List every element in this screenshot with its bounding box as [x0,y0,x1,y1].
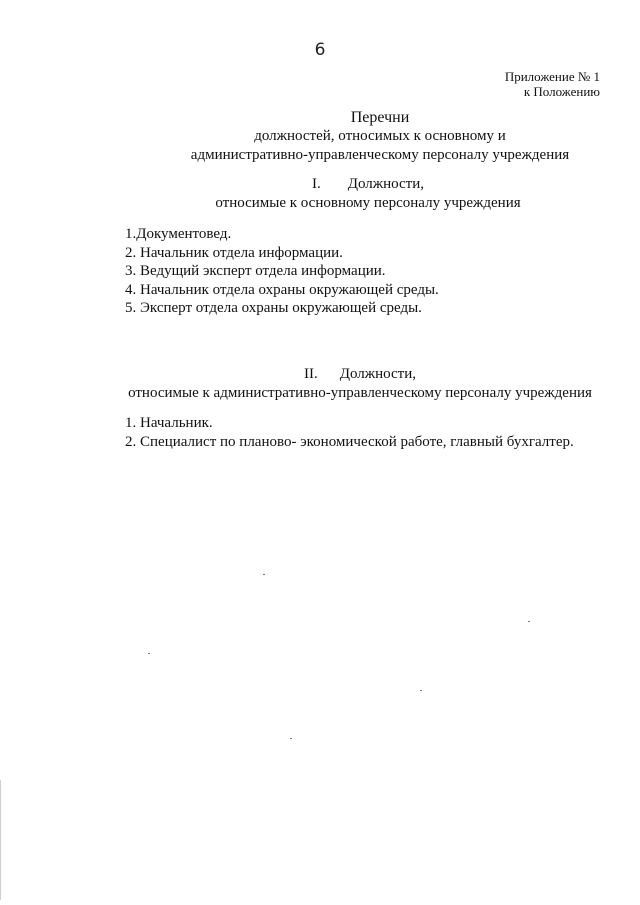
section-2-title-row [120,365,600,384]
list-item: 3. Ведущий эксперт отдела информации. [125,263,386,279]
scan-edge-line [0,780,1,900]
appendix-line-1: Приложение № 1 [504,69,600,84]
section-2-heading [120,365,600,403]
scan-speck [148,653,150,654]
list-item: 1.Документовед. [125,226,232,242]
list-item: 4. Начальник отдела охраны окружающей среды. [125,281,439,298]
title-line-3: административно-управленческому персоналу учреждения [190,147,570,163]
scan-speck [420,690,422,691]
page-number: 6 [314,40,326,60]
list-item: 2. Специалист по планово- экономической работе, главный бухгалтер. [125,433,574,450]
scan-speck [290,738,292,739]
appendix-line-2: к Положению [523,84,600,99]
title-main: Перечни [350,109,410,126]
section-2-list [125,414,574,451]
section-2-numeral: II. [303,366,318,382]
section-1-title: Должности, [347,176,425,192]
section-1-numeral: I. [311,176,321,192]
document-title [120,108,640,165]
appendix-reference [505,69,600,99]
section-1-list [125,225,439,318]
list-item: 2. Начальник отдела информации. [125,244,343,261]
section-1-title-row [200,175,536,194]
scan-speck [528,621,530,622]
scan-speck [263,574,265,575]
title-line-2: должностей, относимых к основному и [254,128,506,144]
section-1-subtitle: относимые к основному персоналу учреждения [215,195,521,211]
section-2-title: Должности, [339,366,417,382]
list-item: 1. Начальник. [125,415,213,431]
list-item: 5. Эксперт отдела охраны окружающей среды. [125,300,422,316]
section-2-subtitle: относимые к административно-управленческому персоналу учреждения [128,385,592,401]
section-1-heading [200,175,536,213]
